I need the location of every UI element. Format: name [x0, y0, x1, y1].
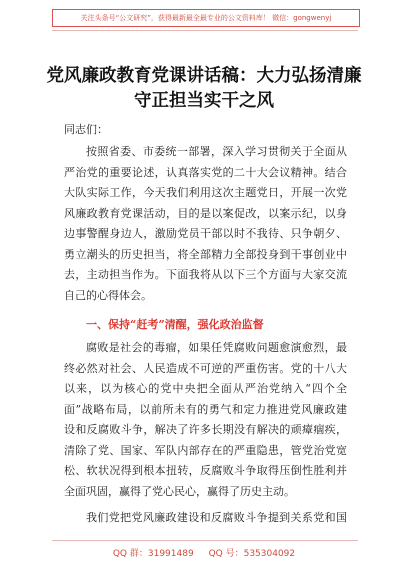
footer-divider	[52, 540, 358, 541]
paragraph-line: 清除了党、国家、军队内部存在的严重隐患，管党治党宽	[64, 443, 347, 457]
paragraph-line: 按照省委、市委统一部署，深入学习贯彻关于全面从	[86, 145, 347, 158]
footer-contact	[0, 546, 408, 559]
paragraph-line: 严治党的重要论述，认真落实党的二十大会议精神。结合	[64, 165, 347, 179]
paragraph-section-1	[64, 338, 347, 502]
paragraph-line: 边事警醒身边人，激励党员干部以时不我待、只争朝夕、	[64, 227, 347, 240]
promo-banner	[52, 9, 360, 27]
title-line-2: 守正担当实干之风	[134, 91, 274, 111]
header-divider	[52, 30, 358, 31]
paragraph-line: 终必然对社会、人民造成不可逆的严重伤害。党的十八大	[64, 361, 347, 375]
salutation: 同志们：	[64, 123, 108, 136]
paragraph-line: 自己的心得体会。	[64, 288, 152, 302]
paragraph-line: 风廉政教育党课活动，目的是以案促改，以案示纪，以身	[64, 206, 347, 220]
paragraph-line: 以来，以为核心的党中央把全面从严治党纳入“四个全	[64, 382, 347, 395]
paragraph-line: 我们党把党风廉政建设和反腐败斗争提到关系党和国	[86, 511, 347, 524]
paragraph-line: 面”战略布局，以前所未有的勇气和定力推进党风廉政建	[64, 402, 347, 416]
title-line-1: 党风廉政教育党课讲话稿：大力弘扬清廉	[46, 66, 362, 86]
promo-banner-text: 关注头条号“公文研究”，获得最新最全最专业的公文资料库！ 微信：gongwenyj	[80, 14, 332, 22]
paragraph-line: 大队实际工作，今天我们利用这次主题党日，开展一次党	[64, 186, 347, 199]
qq-number: QQ 号：535304092	[208, 549, 296, 559]
paragraph-line: 腐败是社会的毒瘤，如果任凭腐败问题愈演愈烈，最	[86, 341, 347, 354]
paragraph-line: 勇立潮头的历史担当，将全部精力全部投身到干事创业中	[64, 247, 347, 261]
paragraph-line: 去，主动担当作为。下面我将从以下三个方面与大家交流	[64, 268, 347, 281]
paragraph-intro	[64, 142, 347, 306]
paragraph-line: 全面巩固，赢得了党心民心，赢得了历史主动。	[64, 484, 295, 498]
qq-group: QQ 群：31991489	[112, 549, 194, 559]
section-heading-1: 一、保持“赶考”清醒，强化政治监督	[86, 318, 264, 331]
document-title	[40, 64, 368, 114]
paragraph-line: 松、软状况得到根本扭转，反腐败斗争取得压倒性胜利并	[64, 464, 347, 477]
paragraph-line: 设和反腐败斗争，解决了许多长期没有解决的顽瘴痼疾，	[64, 423, 347, 436]
paragraph-continued	[64, 508, 347, 529]
